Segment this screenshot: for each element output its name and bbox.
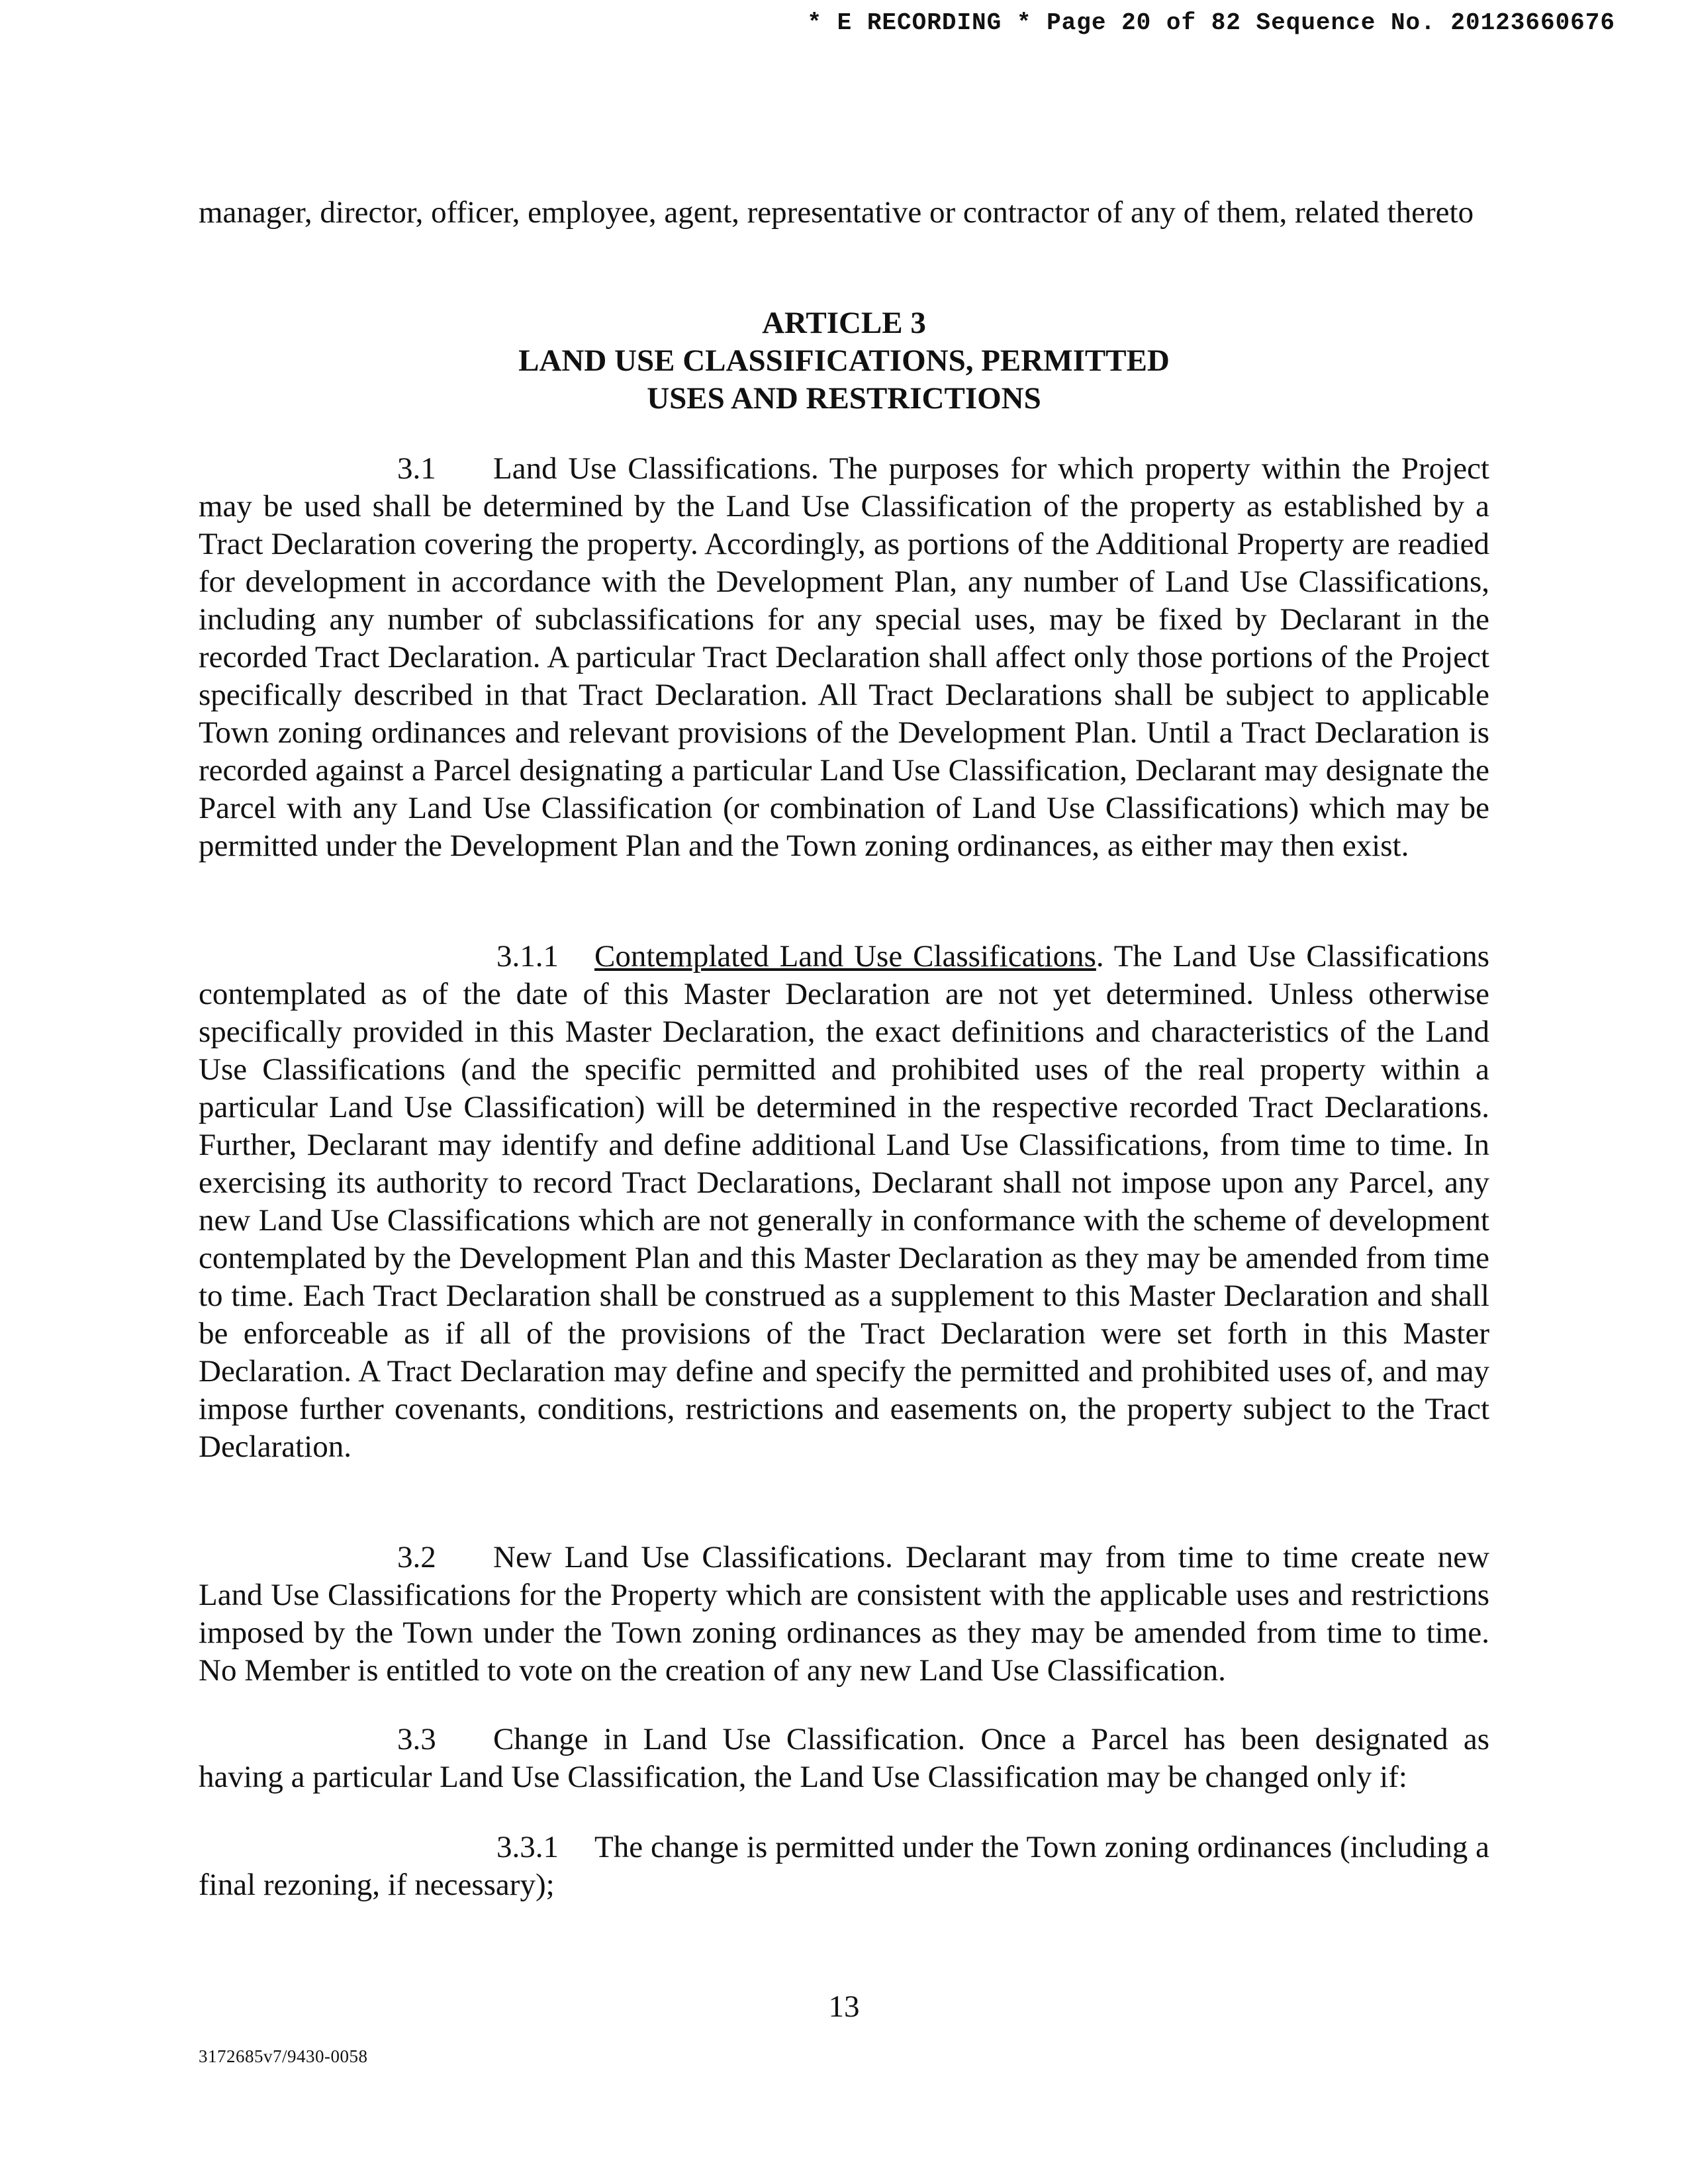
article-heading <box>199 304 1489 418</box>
section-text: Once a Parcel has been designated as having a particular Land Use Classification, the Land Use Classification may be changed only if: <box>199 1722 1489 1794</box>
section-3-1 <box>199 450 1489 865</box>
section-heading: Land Use Classifications. <box>493 451 819 486</box>
section-heading-period: . <box>1096 939 1104 974</box>
continued-paragraph: manager, director, officer, employee, agent, representative or contractor of any of them, related thereto <box>199 195 1474 230</box>
section-number: 3.3.1 <box>496 1830 559 1864</box>
section-text: The purposes for which property within the Project may be used shall be determined by the Land Use Classification of the property as established by a Tract Declaration covering the property. Accordingly, as portions of the Additional Property are readied for development in accordance with the Development Plan, any number of Land Use Classifications, including any number of subclassifications for any special uses, may be fixed by Declarant in the recorded Tract Declaration. A particular Tract Declaration shall affect only those portions of the Project specifically described in that Tract Declaration. All Tract Declarations shall be subject to applicable Town zoning ordinances and relevant provisions of the Development Plan. Until a Tract Declaration is recorded against a Parcel designating a particular Land Use Classification, Declarant may designate the Parcel with any Land Use Classification (or combination of Land Use Classifications) which may be permitted under the Development Plan and the Town zoning ordinances, as either may then exist. <box>199 451 1489 863</box>
article-title-line-2: USES AND RESTRICTIONS <box>647 381 1041 416</box>
section-number: 3.1 <box>397 451 436 486</box>
section-text: The Land Use Classifications contemplated as of the date of this Master Declaration are not yet determined. Unless otherwise specifically provided in this Master Declaration, the exact definitions and characteristics of the Land Use Classifications (and the specific permitted and prohibited uses of the real property within a particular Land Use Classification) will be determined in the respective recorded Tract Declarations. Further, Declarant may identify and define additional Land Use Classifications, from time to time. In exercising its authority to record Tract Declarations, Declarant shall not impose upon any Parcel, any new Land Use Classifications which are not generally in conformance with the scheme of development contemplated by the Development Plan and this Master Declaration as they may be amended from time to time. Each Tract Declaration shall be construed as a supplement to this Master Declaration and shall be enforceable as if all of the provisions of the Tract Declaration were set forth in this Master Declaration. A Tract Declaration may define and specify the permitted and prohibited uses of, and may impose further covenants, conditions, restrictions and easements on, the property subject to the Tract Declaration. <box>199 939 1489 1464</box>
section-3-2 <box>199 1539 1489 1690</box>
section-number: 3.2 <box>397 1540 436 1574</box>
document-id: 3172685v7/9430-0058 <box>199 2046 368 2066</box>
section-3-3-1 <box>199 1829 1489 1904</box>
article-title-line-1: LAND USE CLASSIFICATIONS, PERMITTED <box>518 343 1170 378</box>
section-heading: Contemplated Land Use Classifications <box>594 939 1096 974</box>
section-3-3 <box>199 1721 1489 1796</box>
section-number: 3.1.1 <box>496 939 559 974</box>
section-3-1-1 <box>199 938 1489 1466</box>
section-number: 3.3 <box>397 1722 436 1756</box>
section-text: Declarant may from time to time create new Land Use Classifications for the Property which are consistent with the applicable uses and restrictions imposed by the Town under the Town zoning ordinances as they may be amended from time to time. No Member is entitled to vote on the creation of any new Land Use Classification. <box>199 1540 1489 1688</box>
section-text: The change is permitted under the Town zoning ordinances (including a final rezoning, if necessary); <box>199 1830 1489 1902</box>
page-number: 13 <box>828 1989 860 2024</box>
article-number: ARTICLE 3 <box>762 306 926 340</box>
section-heading: Change in Land Use Classification. <box>493 1722 966 1756</box>
section-heading: New Land Use Classifications. <box>493 1540 893 1574</box>
recording-header: * E RECORDING * Page 20 of 82 Sequence No. 20123660676 <box>807 9 1615 36</box>
